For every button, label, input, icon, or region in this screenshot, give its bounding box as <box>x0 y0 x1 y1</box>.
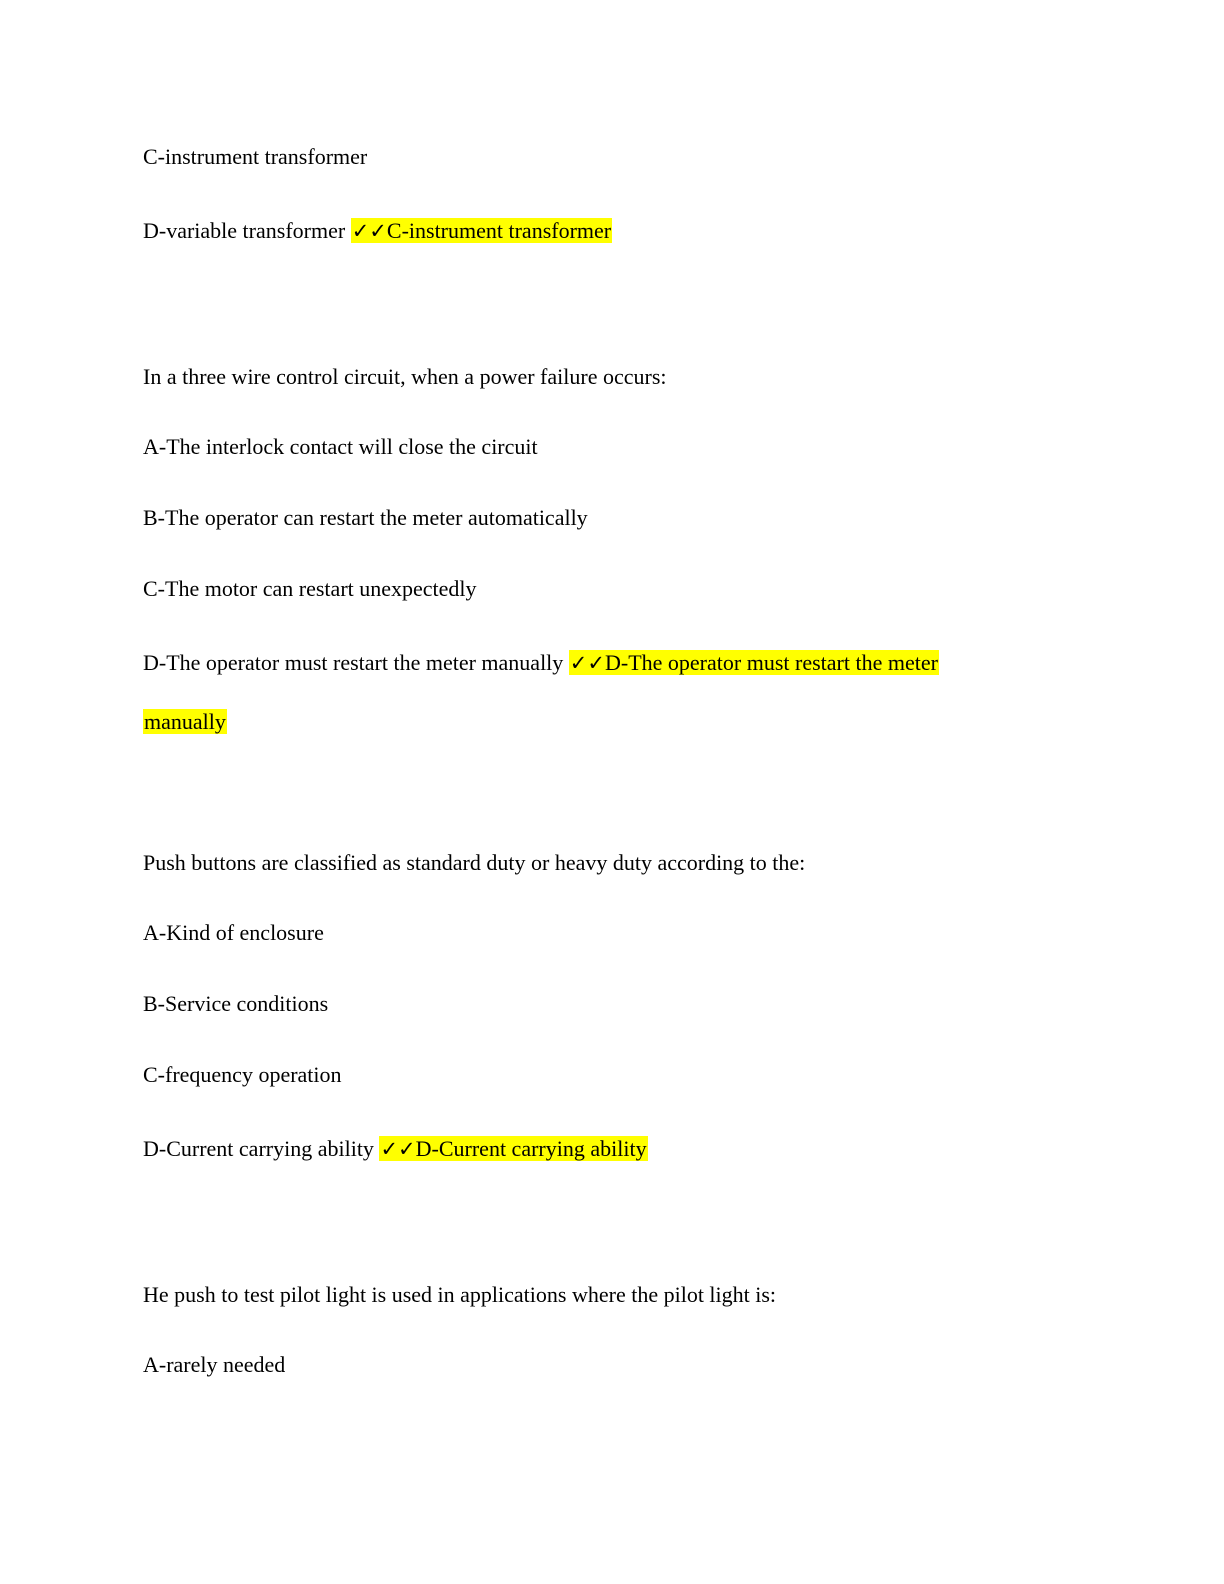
q1-question: In a three wire control circuit, when a power failure occurs: <box>143 364 667 389</box>
q1-option-d: D-The operator must restart the meter manually <box>143 650 564 675</box>
q0-answer: C-instrument transformer <box>386 218 612 243</box>
q3-question: He push to test pilot light is used in applications where the pilot light is: <box>143 1282 777 1307</box>
q1-answer-line1: D-The operator must restart the meter <box>605 650 938 675</box>
q1-answer-highlight <box>569 650 939 675</box>
double-check-icon: ✓✓ <box>351 219 387 243</box>
q2-option-b: B-Service conditions <box>143 991 329 1016</box>
q0-answer-highlight <box>351 218 612 243</box>
q0-option-d: D-variable transformer <box>143 218 346 243</box>
q2-option-d: D-Current carrying ability <box>143 1136 374 1161</box>
q2-answer-highlight <box>379 1136 647 1161</box>
double-check-icon: ✓✓ <box>380 1137 416 1161</box>
q2-answer: D-Current carrying ability <box>415 1136 647 1161</box>
q2-option-d-row <box>143 1135 648 1163</box>
q2-question: Push buttons are classified as standard duty or heavy duty according to the: <box>143 850 806 875</box>
q2-option-c: C-frequency operation <box>143 1062 342 1087</box>
q0-option-d-row <box>143 217 612 245</box>
q1-option-a: A-The interlock contact will close the circuit <box>143 434 538 459</box>
q1-option-b: B-The operator can restart the meter automatically <box>143 505 588 530</box>
q1-answer-line2: manually <box>144 709 226 734</box>
q1-answer-continuation <box>143 708 227 736</box>
q3-option-a: A-rarely needed <box>143 1352 286 1377</box>
q2-option-a: A-Kind of enclosure <box>143 920 324 945</box>
q1-option-c: C-The motor can restart unexpectedly <box>143 576 477 601</box>
q1-option-d-row <box>143 649 939 677</box>
double-check-icon: ✓✓ <box>569 651 605 675</box>
q0-option-c: C-instrument transformer <box>143 144 368 169</box>
